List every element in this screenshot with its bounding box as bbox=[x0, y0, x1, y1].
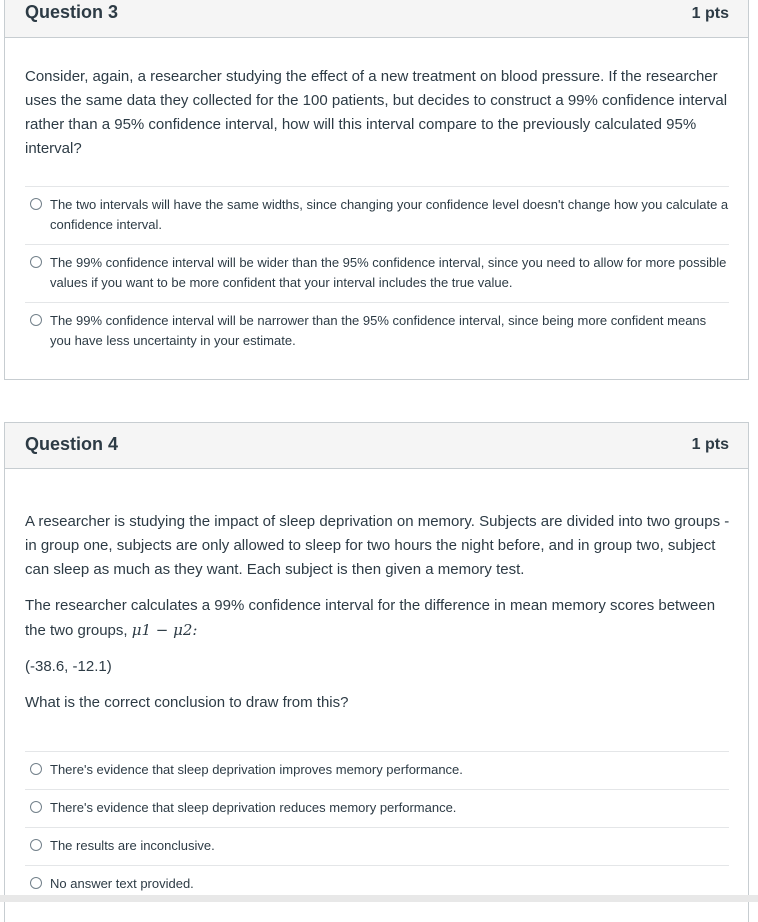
question-4-answer-2[interactable] bbox=[25, 789, 729, 827]
question-4-paragraph-1: A researcher is studying the impact of sleep deprivation on memory. Subjects are divided into two groups - in group one, subjects are only allowed to sleep for two hours the night before, and in group two, subject can sleep as much as they want. Each subject is then given a memory test. bbox=[25, 513, 730, 578]
question-4-prompt: What is the correct conclusion to draw from this? bbox=[25, 694, 349, 711]
question-3-text bbox=[25, 65, 737, 161]
question-4-answer-3[interactable] bbox=[25, 827, 729, 865]
question-3-title: Question 3 bbox=[25, 2, 119, 22]
question-4-answer-1[interactable] bbox=[25, 751, 729, 789]
radio-button[interactable] bbox=[30, 198, 42, 210]
question-3-header bbox=[5, 0, 748, 38]
interval-value: (-38.6, -12.1) bbox=[25, 658, 112, 675]
answer-label: No answer text provided. bbox=[50, 876, 194, 891]
radio-button[interactable] bbox=[30, 763, 42, 775]
question-3-answer-2[interactable] bbox=[25, 244, 729, 302]
answer-label: There's evidence that sleep deprivation reduces memory performance. bbox=[50, 800, 457, 815]
bottom-divider bbox=[0, 895, 758, 902]
question-3-answer-3[interactable] bbox=[25, 302, 729, 360]
question-4-title: Question 4 bbox=[25, 434, 119, 454]
question-3-points: 1 pts bbox=[691, 5, 729, 22]
answer-label: The 99% confidence interval will be wider than the 95% confidence interval, since you need to allow for more possible values if you want to be more confident that your interval includes the true value. bbox=[50, 255, 727, 290]
radio-button[interactable] bbox=[30, 256, 42, 268]
question-4-paragraph-2 bbox=[25, 594, 737, 643]
math-expression: μ1 − μ2: bbox=[131, 621, 198, 639]
question-3-prompt: Consider, again, a researcher studying the effect of a new treatment on blood pressure. If the researcher uses the same data they collected for the 100 patients, but decides to construct a 99% confidence interval rather than a 95% confidence interval, how will this interval compare to the previously calculated 95% interval? bbox=[25, 68, 728, 157]
question-4-card bbox=[4, 422, 749, 922]
question-4-header bbox=[5, 423, 748, 469]
question-4-text bbox=[25, 510, 737, 715]
question-3-answers bbox=[25, 186, 729, 360]
answer-label: There's evidence that sleep deprivation improves memory performance. bbox=[50, 762, 463, 777]
radio-button[interactable] bbox=[30, 314, 42, 326]
question-4-points: 1 pts bbox=[691, 436, 729, 453]
answer-label: The results are inconclusive. bbox=[50, 838, 215, 853]
radio-button[interactable] bbox=[30, 801, 42, 813]
radio-button[interactable] bbox=[30, 877, 42, 889]
question-4-answers bbox=[25, 751, 729, 903]
question-3-answer-1[interactable] bbox=[25, 186, 729, 244]
question-3-card bbox=[4, 0, 749, 380]
radio-button[interactable] bbox=[30, 839, 42, 851]
answer-label: The two intervals will have the same widths, since changing your confidence level doesn't change how you calculate a confidence interval. bbox=[50, 197, 729, 232]
answer-label: The 99% confidence interval will be narrower than the 95% confidence interval, since being more confident means you have less uncertainty in your estimate. bbox=[50, 313, 707, 348]
question-4-paragraph-2-text: The researcher calculates a 99% confidence interval for the difference in mean memory scores between the two groups, bbox=[25, 597, 716, 639]
